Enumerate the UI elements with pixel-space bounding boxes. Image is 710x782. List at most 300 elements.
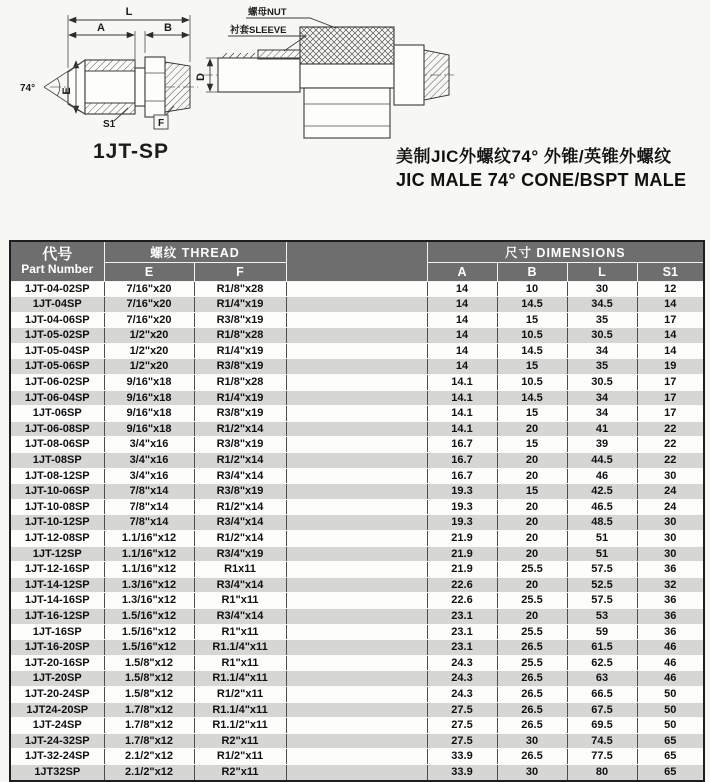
parts-table-header xyxy=(10,241,704,281)
part-number-cell: 1JT-04-02SP xyxy=(10,281,104,297)
dim-label-b: B xyxy=(164,22,172,34)
table-row xyxy=(10,375,704,391)
spacer-cell xyxy=(286,718,427,734)
sleeve-section xyxy=(258,50,300,59)
dim-l-cell: 63 xyxy=(567,671,637,687)
thread-e-cell: 1/2"x20 xyxy=(104,328,194,344)
thread-e-cell: 7/8"x14 xyxy=(104,499,194,515)
part-number-cell: 1JT-12SP xyxy=(10,546,104,562)
dim-l-cell: 48.5 xyxy=(567,515,637,531)
thread-f-cell: R1/2"x11 xyxy=(194,686,286,702)
part-number-cell: 1JT32SP xyxy=(10,764,104,780)
table-row xyxy=(10,390,704,406)
spacer-cell xyxy=(286,312,427,328)
dim-a-cell: 14 xyxy=(427,343,497,359)
dim-L xyxy=(68,6,190,68)
spacer-cell xyxy=(286,733,427,749)
dim-label-e: E xyxy=(61,87,73,95)
spacer-cell xyxy=(286,562,427,578)
table-row xyxy=(10,343,704,359)
dim-b-cell: 10.5 xyxy=(497,328,567,344)
dim-a-cell: 19.3 xyxy=(427,499,497,515)
dim-b-cell: 20 xyxy=(497,499,567,515)
table-row xyxy=(10,468,704,484)
dim-b-cell: 26.5 xyxy=(497,671,567,687)
table-row xyxy=(10,312,704,328)
table-row xyxy=(10,453,704,469)
dim-a-cell: 23.1 xyxy=(427,624,497,640)
dim-label-l: L xyxy=(125,6,133,18)
parts-table xyxy=(9,240,705,782)
tube-thread-ticks xyxy=(222,53,255,58)
thread-e-cell: 3/4"x16 xyxy=(104,468,194,484)
dim-l-cell: 77.5 xyxy=(567,749,637,765)
spacer-cell xyxy=(286,437,427,453)
part-number-cell: 1JT-06SP xyxy=(10,406,104,422)
dim-a-cell: 14 xyxy=(427,359,497,375)
dim-b-cell: 26.5 xyxy=(497,702,567,718)
dim-s1-cell: 22 xyxy=(637,437,704,453)
thread-f-cell: R3/4"x19 xyxy=(194,546,286,562)
table-row xyxy=(10,531,704,547)
table-row xyxy=(10,499,704,515)
dim-l-cell: 52.5 xyxy=(567,577,637,593)
thread-f-cell: R3/8"x19 xyxy=(194,437,286,453)
dim-b-cell: 25.5 xyxy=(497,624,567,640)
dim-l-cell: 34 xyxy=(567,390,637,406)
table-row xyxy=(10,297,704,313)
dim-a-cell: 23.1 xyxy=(427,640,497,656)
part-number-cell: 1JT-16SP xyxy=(10,624,104,640)
thread-f-cell: R2"x11 xyxy=(194,733,286,749)
thread-e-cell: 1.7/8"x12 xyxy=(104,702,194,718)
dim-l-cell: 34.5 xyxy=(567,297,637,313)
table-row xyxy=(10,640,704,656)
nut-section xyxy=(300,27,394,64)
spacer-cell xyxy=(286,343,427,359)
thread-f-cell: R3/4"x14 xyxy=(194,468,286,484)
header-part-number-zh: 代号 xyxy=(42,246,73,264)
dim-a-cell: 14 xyxy=(427,297,497,313)
dim-l-cell: 62.5 xyxy=(567,655,637,671)
dim-A xyxy=(69,22,135,64)
spacer-cell xyxy=(286,593,427,609)
part-number-cell: 1JT-12-08SP xyxy=(10,531,104,547)
hex-section xyxy=(145,57,165,117)
dim-a-cell: 14.1 xyxy=(427,390,497,406)
dim-s1-cell: 30 xyxy=(637,515,704,531)
dim-l-cell: 46 xyxy=(567,468,637,484)
dim-a-cell: 19.3 xyxy=(427,515,497,531)
table-row xyxy=(10,671,704,687)
diagram-fitting-1jt-sp xyxy=(8,2,203,172)
thread-e-cell: 7/16"x20 xyxy=(104,297,194,313)
part-number-cell: 1JT-10-12SP xyxy=(10,515,104,531)
dim-s1-cell: 17 xyxy=(637,390,704,406)
spacer-cell xyxy=(286,499,427,515)
dim-label-a: A xyxy=(97,22,105,34)
dim-a-cell: 14.1 xyxy=(427,375,497,391)
thread-e-cell: 1.1/16"x12 xyxy=(104,546,194,562)
thread-e-cell: 2.1/2"x12 xyxy=(104,764,194,780)
part-number-cell: 1JT-05-04SP xyxy=(10,343,104,359)
dim-s1-cell: 12 xyxy=(637,281,704,297)
spacer-cell xyxy=(286,375,427,391)
part-number-cell: 1JT-08SP xyxy=(10,453,104,469)
spacer-cell xyxy=(286,764,427,780)
dim-a-cell: 14 xyxy=(427,281,497,297)
dim-a-cell: 16.7 xyxy=(427,437,497,453)
dim-a-cell: 27.5 xyxy=(427,733,497,749)
dim-s1-cell: 32 xyxy=(637,577,704,593)
thread-e-cell: 7/8"x14 xyxy=(104,515,194,531)
dim-b-cell: 26.5 xyxy=(497,686,567,702)
thread-e-cell: 1.5/16"x12 xyxy=(104,640,194,656)
title-block xyxy=(396,142,708,191)
spacer-cell xyxy=(286,515,427,531)
header-col-b: B xyxy=(497,262,567,281)
dim-s1-cell: 17 xyxy=(637,312,704,328)
part-number-cell: 1JT-24SP xyxy=(10,718,104,734)
dim-b-cell: 10 xyxy=(497,281,567,297)
table-row xyxy=(10,515,704,531)
thread-f-cell: R3/8"x19 xyxy=(194,359,286,375)
thread-f-cell: R3/8"x19 xyxy=(194,312,286,328)
dim-b-cell: 26.5 xyxy=(497,749,567,765)
dim-l-cell: 30.5 xyxy=(567,375,637,391)
dim-l-cell: 74.5 xyxy=(567,733,637,749)
dim-l-cell: 35 xyxy=(567,359,637,375)
dim-s1-cell: 46 xyxy=(637,640,704,656)
dim-a-cell: 27.5 xyxy=(427,718,497,734)
thread-f-cell: R1/2"x14 xyxy=(194,453,286,469)
nut-label: 螺母NUT xyxy=(248,7,287,18)
spacer-cell xyxy=(286,546,427,562)
table-row xyxy=(10,406,704,422)
header-spacer-column xyxy=(286,241,427,281)
dim-s1-cell: 36 xyxy=(637,608,704,624)
dim-s1-cell: 24 xyxy=(637,484,704,500)
dim-a-cell: 23.1 xyxy=(427,608,497,624)
dim-s1-cell: 22 xyxy=(637,453,704,469)
dim-a-cell: 14 xyxy=(427,312,497,328)
dim-s1-cell: 36 xyxy=(637,624,704,640)
dim-a-cell: 14.1 xyxy=(427,406,497,422)
dim-s1-cell: 36 xyxy=(637,562,704,578)
part-number-cell: 1JT-08-12SP xyxy=(10,468,104,484)
dim-a-cell: 24.3 xyxy=(427,655,497,671)
assembly-body xyxy=(218,27,449,138)
table-row xyxy=(10,733,704,749)
thread-f-cell: R1.1/2"x11 xyxy=(194,718,286,734)
table-row xyxy=(10,655,704,671)
spacer-cell xyxy=(286,608,427,624)
thread-f-cell: R1/4"x19 xyxy=(194,390,286,406)
dim-s1-cell: 50 xyxy=(637,718,704,734)
part-number-cell: 1JT-20-16SP xyxy=(10,655,104,671)
part-number-cell: 1JT-24-32SP xyxy=(10,733,104,749)
dim-a-cell: 14 xyxy=(427,328,497,344)
dim-l-cell: 39 xyxy=(567,437,637,453)
f-label: F xyxy=(158,118,165,129)
dim-s1-cell: 19 xyxy=(637,359,704,375)
header-dimensions-group: 尺寸 DIMENSIONS xyxy=(427,241,704,262)
table-row xyxy=(10,764,704,780)
dim-l-cell: 69.5 xyxy=(567,718,637,734)
nut-hex xyxy=(304,88,390,138)
header-col-l: L xyxy=(567,262,637,281)
thread-e-cell: 7/8"x14 xyxy=(104,484,194,500)
parts-table-section xyxy=(9,240,703,782)
dim-a-cell: 33.9 xyxy=(427,749,497,765)
part-number-cell: 1JT-12-16SP xyxy=(10,562,104,578)
table-row xyxy=(10,562,704,578)
spacer-cell xyxy=(286,671,427,687)
part-number-cell: 1JT24-20SP xyxy=(10,702,104,718)
sleeve-label: 衬套SLEEVE xyxy=(230,25,287,36)
dim-b-cell: 15 xyxy=(497,359,567,375)
assembly-drawing xyxy=(196,0,458,145)
part-number-cell: 1JT-08-06SP xyxy=(10,437,104,453)
spacer-cell xyxy=(286,390,427,406)
dim-a-cell: 24.3 xyxy=(427,671,497,687)
thread-e-cell: 1.5/16"x12 xyxy=(104,608,194,624)
dim-a-cell: 27.5 xyxy=(427,702,497,718)
thread-f-cell: R3/4"x14 xyxy=(194,515,286,531)
thread-f-cell: R1.1/4"x11 xyxy=(194,671,286,687)
thread-e-cell: 1.1/16"x12 xyxy=(104,562,194,578)
part-number-cell: 1JT-20-24SP xyxy=(10,686,104,702)
thread-e-cell: 1.5/8"x12 xyxy=(104,655,194,671)
dim-b-cell: 25.5 xyxy=(497,655,567,671)
dim-b-cell: 20 xyxy=(497,421,567,437)
part-number-cell: 1JT-20SP xyxy=(10,671,104,687)
header-part-number-en: Part Number xyxy=(21,262,94,277)
thread-e-cell: 7/16"x20 xyxy=(104,312,194,328)
diagram-assembly xyxy=(196,0,458,150)
spacer-cell xyxy=(286,484,427,500)
dim-b-cell: 15 xyxy=(497,312,567,328)
dim-b-cell: 10.5 xyxy=(497,375,567,391)
dim-l-cell: 67.5 xyxy=(567,702,637,718)
thread-f-cell: R1/8"x28 xyxy=(194,328,286,344)
dim-s1-cell: 30 xyxy=(637,546,704,562)
thread-f-cell: R1/8"x28 xyxy=(194,375,286,391)
page-title-zh: 美制JIC外螺纹74° 外锥/英锥外螺纹 xyxy=(396,147,672,166)
dim-b-cell: 14.5 xyxy=(497,297,567,313)
angle-label: 74° xyxy=(20,83,36,94)
thread-f-cell: R3/4"x14 xyxy=(194,608,286,624)
thread-e-cell: 9/16"x18 xyxy=(104,390,194,406)
dim-a-cell: 16.7 xyxy=(427,468,497,484)
thread-f-cell: R2"x11 xyxy=(194,764,286,780)
header-col-a: A xyxy=(427,262,497,281)
header-col-s1: S1 xyxy=(637,262,704,281)
thread-e-cell: 3/4"x16 xyxy=(104,453,194,469)
dim-l-cell: 34 xyxy=(567,343,637,359)
spacer-cell xyxy=(286,359,427,375)
thread-f-cell: R1"x11 xyxy=(194,593,286,609)
dim-a-cell: 33.9 xyxy=(427,764,497,780)
dim-s1-cell: 24 xyxy=(637,499,704,515)
thread-f-cell: R3/8"x19 xyxy=(194,484,286,500)
table-row xyxy=(10,593,704,609)
spacer-cell xyxy=(286,531,427,547)
thread-f-cell: R1/2"x11 xyxy=(194,749,286,765)
thread-e-cell: 1/2"x20 xyxy=(104,343,194,359)
dim-b-cell: 30 xyxy=(497,764,567,780)
dim-l-cell: 51 xyxy=(567,546,637,562)
spacer-cell xyxy=(286,686,427,702)
dim-l-cell: 57.5 xyxy=(567,593,637,609)
dim-l-cell: 35 xyxy=(567,312,637,328)
dim-b-cell: 20 xyxy=(497,453,567,469)
dim-l-cell: 34 xyxy=(567,406,637,422)
thread-e-cell: 7/16"x20 xyxy=(104,281,194,297)
dim-b-cell: 25.5 xyxy=(497,562,567,578)
thread-e-cell: 1.7/8"x12 xyxy=(104,733,194,749)
dim-s1-cell: 17 xyxy=(637,375,704,391)
dim-a-cell: 14.1 xyxy=(427,421,497,437)
part-number-cell: 1JT-05-02SP xyxy=(10,328,104,344)
dim-l-cell: 41 xyxy=(567,421,637,437)
spacer-cell xyxy=(286,453,427,469)
thread-e-cell: 9/16"x18 xyxy=(104,375,194,391)
dim-s1-cell: 30 xyxy=(637,468,704,484)
dim-a-cell: 19.3 xyxy=(427,484,497,500)
dim-b-cell: 15 xyxy=(497,406,567,422)
table-row xyxy=(10,577,704,593)
dim-b-cell: 14.5 xyxy=(497,343,567,359)
jic-thread-hatch xyxy=(85,60,135,71)
spacer-cell xyxy=(286,328,427,344)
table-row xyxy=(10,749,704,765)
dim-b-cell: 15 xyxy=(497,437,567,453)
part-number-cell: 1JT-04SP xyxy=(10,297,104,313)
dim-l-cell: 66.5 xyxy=(567,686,637,702)
dim-b-cell: 20 xyxy=(497,577,567,593)
table-row xyxy=(10,608,704,624)
thread-f-cell: R1"x11 xyxy=(194,624,286,640)
thread-e-cell: 3/4"x16 xyxy=(104,437,194,453)
spacer-cell xyxy=(286,655,427,671)
dim-b-cell: 30 xyxy=(497,733,567,749)
thread-f-cell: R1/4"x19 xyxy=(194,343,286,359)
table-row xyxy=(10,328,704,344)
dim-s1-cell: 50 xyxy=(637,686,704,702)
thread-f-cell: R1/2"x14 xyxy=(194,499,286,515)
diagram-caption: 1JT-SP xyxy=(92,140,170,163)
thread-e-cell: 1/2"x20 xyxy=(104,359,194,375)
dim-b-cell: 25.5 xyxy=(497,593,567,609)
spacer-cell xyxy=(286,468,427,484)
header-col-e: E xyxy=(104,262,194,281)
part-number-cell: 1JT-32-24SP xyxy=(10,749,104,765)
part-number-cell: 1JT-06-04SP xyxy=(10,390,104,406)
dim-b-cell: 14.5 xyxy=(497,390,567,406)
spacer-cell xyxy=(286,577,427,593)
page-title-en: JIC MALE 74° CONE/BSPT MALE xyxy=(396,170,687,190)
dim-s1-cell: 50 xyxy=(637,702,704,718)
dim-a-cell: 22.6 xyxy=(427,593,497,609)
dim-b-cell: 26.5 xyxy=(497,640,567,656)
dim-l-cell: 59 xyxy=(567,624,637,640)
thread-e-cell: 9/16"x18 xyxy=(104,421,194,437)
thread-e-cell: 1.5/8"x12 xyxy=(104,686,194,702)
dim-l-cell: 80 xyxy=(567,764,637,780)
part-number-cell: 1JT-16-20SP xyxy=(10,640,104,656)
table-row xyxy=(10,359,704,375)
dim-l-cell: 42.5 xyxy=(567,484,637,500)
s1-label: S1 xyxy=(103,119,116,130)
dim-a-cell: 22.6 xyxy=(427,577,497,593)
fitting-drawing xyxy=(8,2,203,167)
dim-s1-cell: 14 xyxy=(637,328,704,344)
dim-a-cell: 24.3 xyxy=(427,686,497,702)
dim-l-cell: 30.5 xyxy=(567,328,637,344)
dim-b-cell: 15 xyxy=(497,484,567,500)
dim-l-cell: 61.5 xyxy=(567,640,637,656)
header-thread-group: 螺纹 THREAD xyxy=(104,241,286,262)
thread-e-cell: 1.5/8"x12 xyxy=(104,671,194,687)
table-row xyxy=(10,281,704,297)
table-row xyxy=(10,624,704,640)
thread-e-cell: 2.1/2"x12 xyxy=(104,749,194,765)
dim-s1-cell: 14 xyxy=(637,343,704,359)
thread-f-cell: R3/4"x14 xyxy=(194,577,286,593)
dim-l-cell: 30 xyxy=(567,281,637,297)
dim-s1-cell: 30 xyxy=(637,531,704,547)
table-row xyxy=(10,421,704,437)
part-number-cell: 1JT-06-02SP xyxy=(10,375,104,391)
dim-b-cell: 20 xyxy=(497,546,567,562)
dim-s1-cell: 17 xyxy=(637,406,704,422)
thread-f-cell: R1x11 xyxy=(194,562,286,578)
spacer-cell xyxy=(286,749,427,765)
spacer-cell xyxy=(286,640,427,656)
dim-b-cell: 20 xyxy=(497,608,567,624)
part-number-cell: 1JT-10-06SP xyxy=(10,484,104,500)
dim-B xyxy=(145,22,189,53)
part-number-cell: 1JT-04-06SP xyxy=(10,312,104,328)
thread-f-cell: R1/8"x28 xyxy=(194,281,286,297)
part-number-cell: 1JT-14-16SP xyxy=(10,593,104,609)
spacer-cell xyxy=(286,702,427,718)
dim-b-cell: 20 xyxy=(497,468,567,484)
thread-e-cell: 1.7/8"x12 xyxy=(104,718,194,734)
male-thread-hatch xyxy=(424,50,449,100)
table-row xyxy=(10,702,704,718)
table-row xyxy=(10,686,704,702)
thread-f-cell: R1.1/4"x11 xyxy=(194,640,286,656)
dim-a-cell: 21.9 xyxy=(427,531,497,547)
bspt-thread-hatch xyxy=(165,62,190,112)
dim-a-cell: 21.9 xyxy=(427,546,497,562)
dim-s1-cell: 65 xyxy=(637,749,704,765)
header-col-f: F xyxy=(194,262,286,281)
part-number-cell: 1JT-10-08SP xyxy=(10,499,104,515)
spacer-cell xyxy=(286,421,427,437)
thread-e-cell: 9/16"x18 xyxy=(104,406,194,422)
thread-f-cell: R3/8"x19 xyxy=(194,406,286,422)
dim-b-cell: 20 xyxy=(497,531,567,547)
table-row xyxy=(10,718,704,734)
thread-e-cell: 1.5/16"x12 xyxy=(104,624,194,640)
thread-f-cell: R1/4"x19 xyxy=(194,297,286,313)
dim-l-cell: 46.5 xyxy=(567,499,637,515)
dim-a-cell: 16.7 xyxy=(427,453,497,469)
dim-s1-cell: 36 xyxy=(637,593,704,609)
